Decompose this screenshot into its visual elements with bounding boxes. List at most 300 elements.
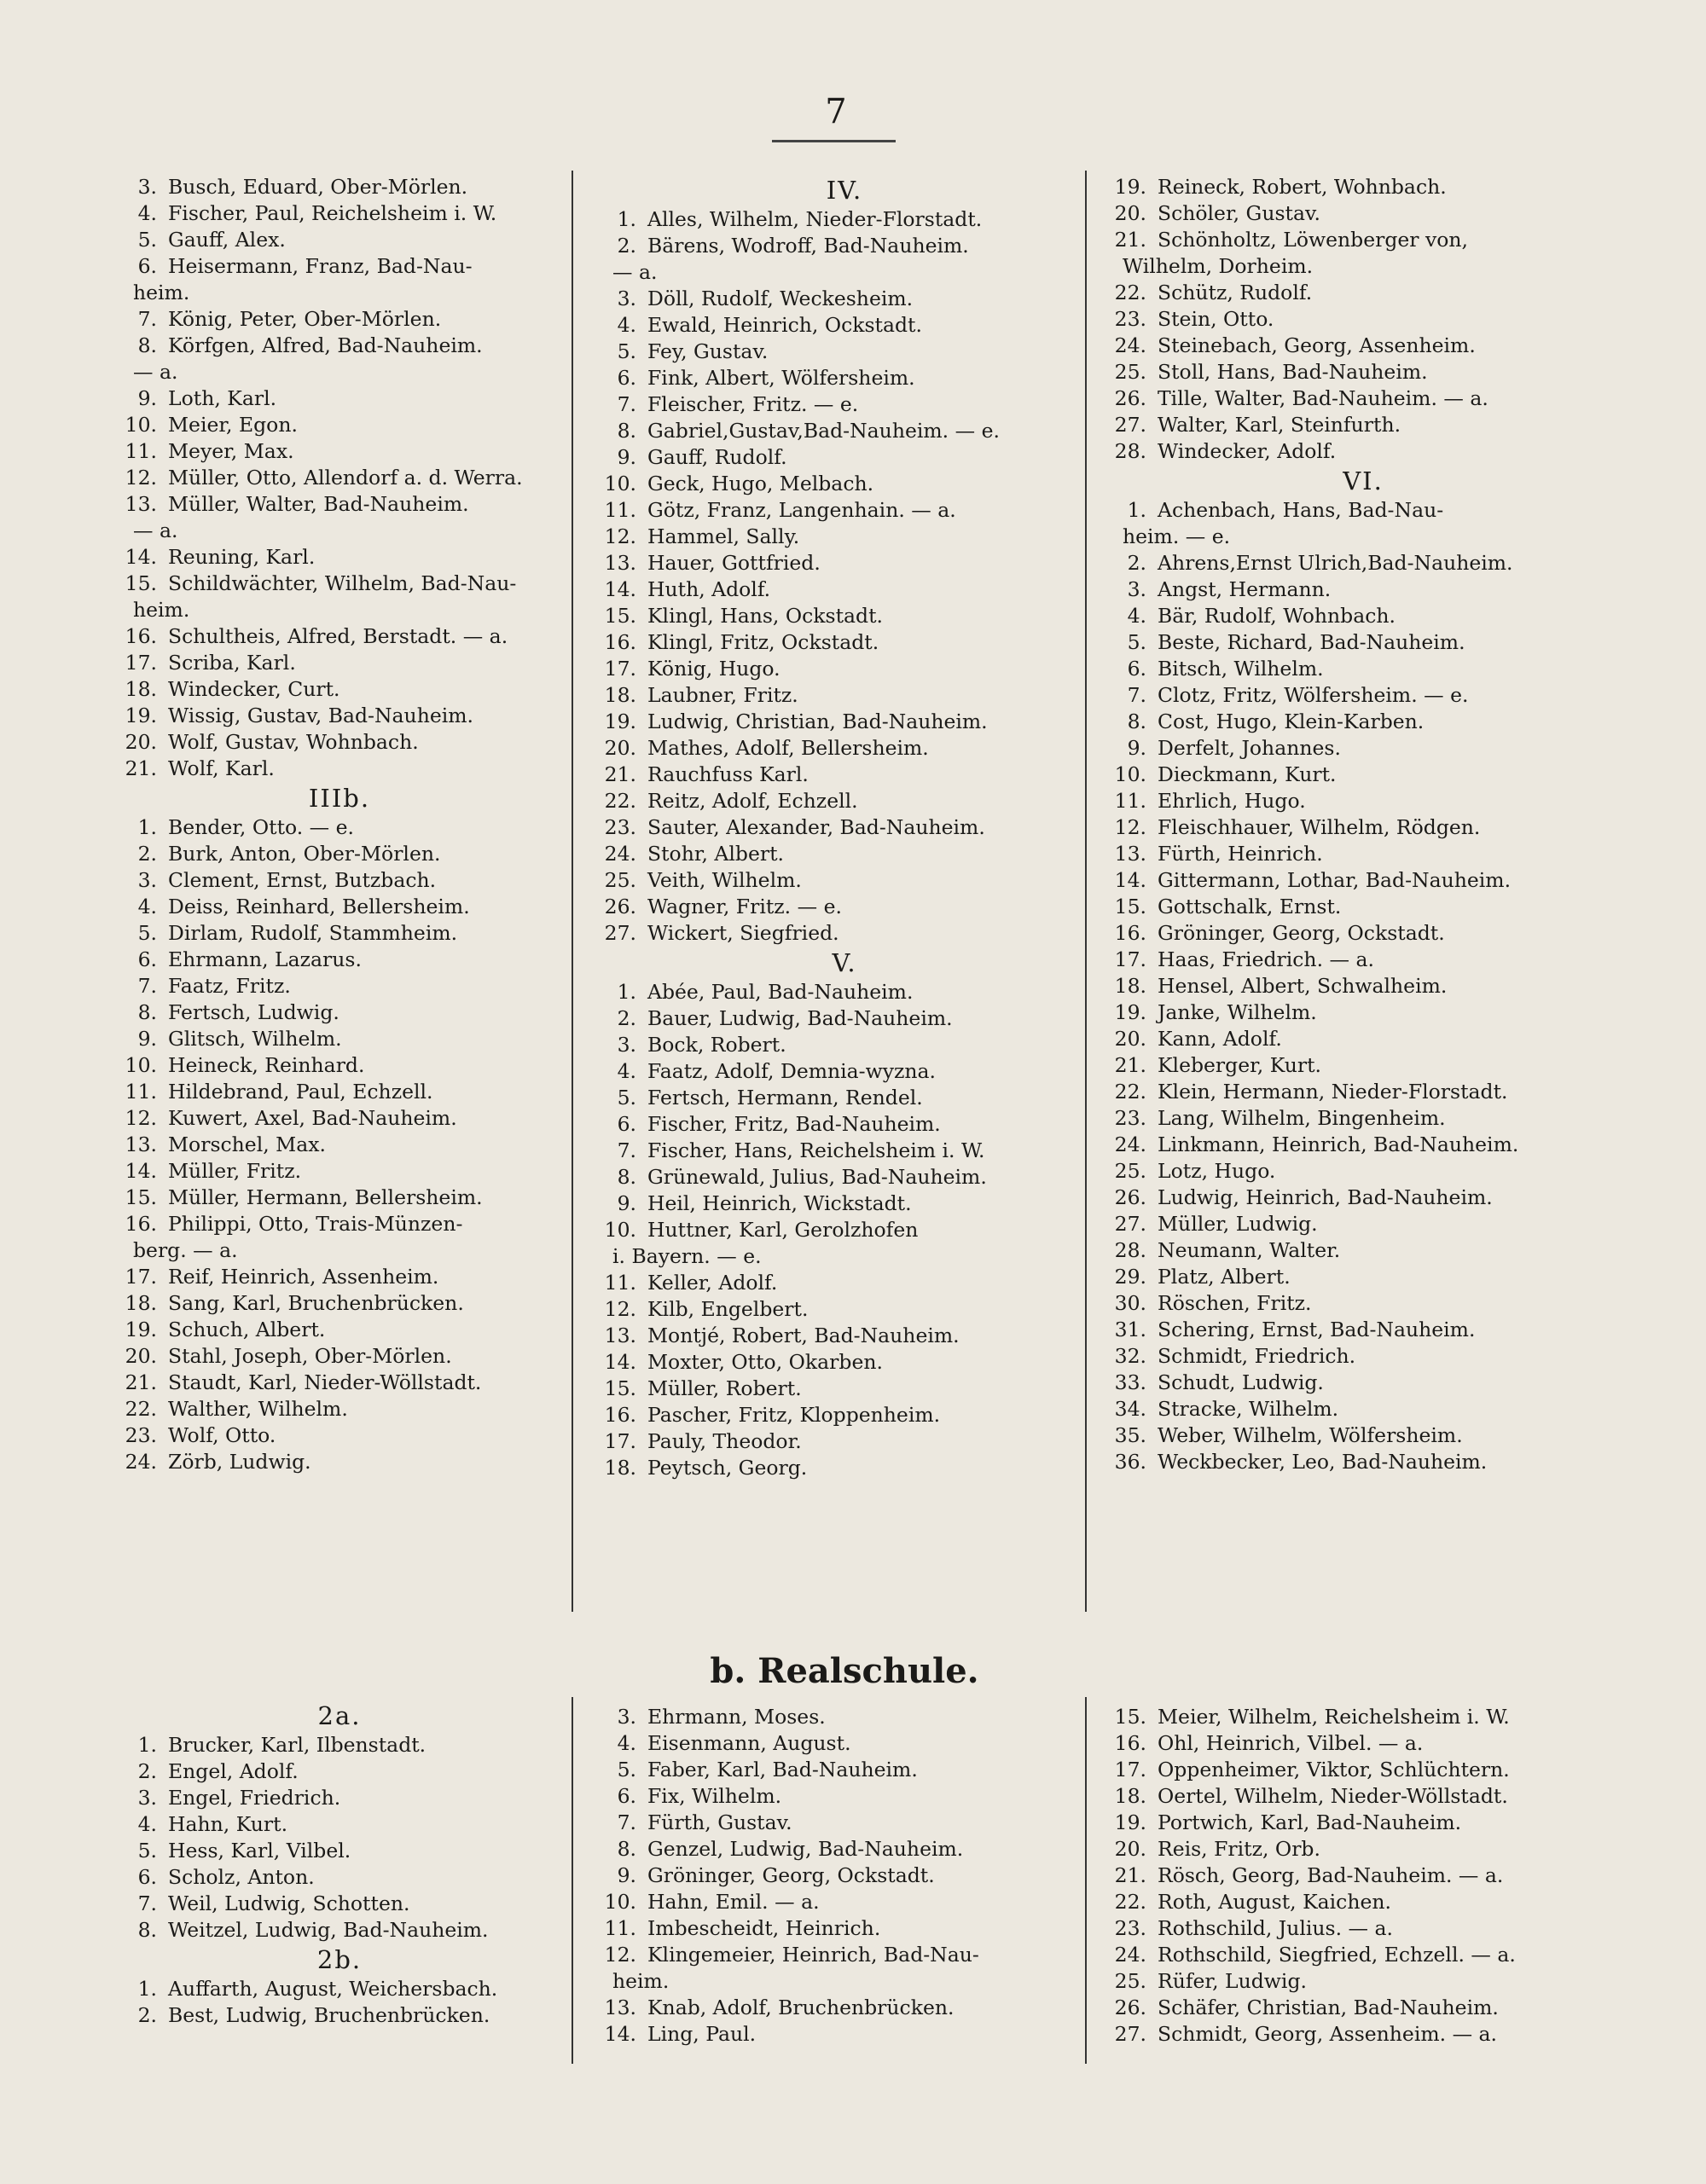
list-item [118,1370,561,1396]
list-item-name: Genzel, Ludwig, Bad-Nauheim. [647,1837,964,1861]
list-item-name: Cost, Hugo, Klein-Karben. [1158,710,1425,733]
list-item-number: 27. [1114,2022,1146,2046]
list-item [597,709,1092,735]
list-item-number: 19. [604,710,636,733]
list-item [597,1810,1092,1836]
list-item [1107,1290,1619,1317]
list-item-number: 15. [1114,1705,1146,1729]
list-item-name: Ehrmann, Lazarus. [168,947,362,971]
list-item-number: 6. [137,947,157,971]
list-item [1107,1915,1619,1942]
list-item-name: Wolf, Gustav, Wohnbach. [168,730,419,754]
list-item-number: 7. [137,1891,157,1915]
list-item-number: 3. [617,287,636,310]
list-item [597,391,1092,418]
list-item-number: 4. [137,895,157,918]
list-item-number: 9. [1127,736,1146,760]
list-item-number: 22. [1114,281,1146,304]
list-item [597,339,1092,365]
list-item [1107,1968,1619,1995]
list-item-name: Müller, Hermann, Bellersheim. [168,1185,483,1209]
list-item-name: Wickert, Siegfried. [647,921,839,945]
list-item-number: 4. [137,1812,157,1836]
list-item-number: 8. [617,1837,636,1861]
list-item-number: 30. [1114,1291,1146,1315]
list-item-number: 5. [137,228,157,252]
list-item-number: 21. [1114,1053,1146,1077]
list-item-name: Pascher, Fritz, Kloppenheim. [647,1403,941,1427]
list-item-name: Reineck, Robert, Wohnbach. [1158,175,1447,199]
list-item-name: Reitz, Adolf, Echzell. [647,789,858,813]
list-item-name: Klein, Hermann, Nieder-Florstadt. [1158,1080,1508,1104]
list-item-name: Fürth, Heinrich. [1158,842,1323,866]
list-item-continuation: heim. [133,281,190,304]
upper-column-left [118,174,561,1475]
list-item-name: Ahrens,Ernst Ulrich,Bad-Nauheim. [1158,551,1513,575]
list-item-number: 12. [125,1106,157,1130]
list-item [118,920,561,947]
list-item [597,312,1092,339]
list-item-name: Deiss, Reinhard, Bellersheim. [168,895,470,918]
list-item [118,1785,561,1811]
list-item-continuation: i. Bayern. — e. [612,1244,762,1268]
list-item-number: 16. [604,1403,636,1427]
list-item-number: 18. [604,683,636,707]
list-item-name: Fischer, Paul, Reichelsheim i. W. [168,201,497,225]
list-item-name: Heineck, Reinhard. [168,1053,365,1077]
list-item [118,1158,561,1185]
list-item [597,629,1092,656]
list-item-name: Bock, Robert. [647,1033,786,1057]
list-item [118,385,561,412]
list-item-number: 12. [125,466,157,490]
list-item-name: Burk, Anton, Ober-Mörlen. [168,842,441,866]
list-item [1107,333,1619,359]
list-item-number: 8. [137,333,157,357]
list-item-name: Wolf, Otto. [168,1423,276,1447]
list-item-number: 2. [137,1759,157,1783]
list-item-number: 7. [617,1810,636,1834]
list-item [118,1732,561,1758]
list-item-number: 23. [1114,1916,1146,1940]
list-item-name: Gröninger, Georg, Ockstadt. [1158,921,1445,945]
list-item-number: 12. [1114,815,1146,839]
list-item [118,227,561,253]
list-item-name: Linkmann, Heinrich, Bad-Nauheim. [1158,1133,1519,1156]
list-item-number: 26. [1114,386,1146,410]
list-item-number: 22. [125,1397,157,1421]
list-item-number: 1. [137,815,157,839]
list-item-number: 17. [604,657,636,681]
list-item [597,1730,1092,1757]
list-item-number: 19. [1114,1000,1146,1024]
list-item-name: Reuning, Karl. [168,545,316,569]
list-item-name: Steinebach, Georg, Assenheim. [1158,333,1476,357]
list-item-name: Wagner, Fritz. — e. [647,895,842,918]
list-item [1107,280,1619,306]
list-item-name: Schmidt, Georg, Assenheim. — a. [1158,2022,1498,2046]
list-item [118,333,561,359]
list-item [597,1111,1092,1138]
list-item-number: 26. [1114,1996,1146,2019]
list-item-number: 15. [604,604,636,628]
list-item-number: 24. [1114,1133,1146,1156]
list-item-number: 5. [1127,630,1146,654]
list-item-number: 11. [604,498,636,522]
list-item-number: 3. [137,868,157,892]
list-item-number: 13. [1114,842,1146,866]
list-item [1107,174,1619,200]
list-item-number: 22. [1114,1080,1146,1104]
list-item-number: 13. [125,492,157,516]
list-item [118,253,561,280]
list-item-name: Grünewald, Julius, Bad-Nauheim. [647,1165,987,1189]
page-number: 7 [825,92,847,131]
list-item-name: Keller, Adolf. [647,1271,778,1295]
list-item-name: Fertsch, Ludwig. [168,1000,339,1024]
list-item [1107,1810,1619,1836]
list-item-name: Ehrmann, Moses. [647,1705,826,1729]
list-item-name: Schuch, Albert. [168,1318,326,1341]
list-item [597,1138,1092,1164]
list-item [597,894,1092,920]
list-item-number: 20. [125,1344,157,1368]
list-item-number: 6. [617,366,636,390]
list-item-number: 4. [617,1731,636,1755]
list-item-name: Roth, August, Kaichen. [1158,1890,1391,1914]
list-item-number: 25. [1114,360,1146,384]
list-item [597,979,1092,1005]
list-item [1107,841,1619,867]
list-item [1107,1396,1619,1422]
list-item-number: 21. [1114,1863,1146,1887]
list-item-number: 23. [1114,1106,1146,1130]
list-item [118,1422,561,1449]
list-item-number: 2. [617,1006,636,1030]
list-item [597,1402,1092,1428]
list-item-name: Ling, Paul. [647,2022,757,2046]
list-item [1107,1264,1619,1290]
list-item-name: Engel, Friedrich. [168,1786,341,1810]
list-item-name: Klingemeier, Heinrich, Bad-Nau- [647,1943,979,1967]
list-item [1107,1422,1619,1449]
list-item-name: Veith, Wilhelm. [647,868,802,892]
list-item-name: Bitsch, Wilhelm. [1158,657,1324,681]
list-item-name: Pauly, Theodor. [647,1429,802,1453]
list-item [1107,1079,1619,1105]
list-item [597,471,1092,497]
list-item [118,412,561,438]
list-item-name: Gittermann, Lothar, Bad-Nauheim. [1158,868,1512,892]
list-item [1107,438,1619,465]
list-item [597,1428,1092,1455]
list-item-name: Clement, Ernst, Butzbach. [168,868,437,892]
lower-column-left [118,1700,561,2029]
list-item [118,544,561,571]
list-item [1107,1449,1619,1475]
list-item-number: 20. [125,730,157,754]
list-item-number: 12. [604,1943,636,1967]
list-item-name: Walther, Wilhelm. [168,1397,348,1421]
list-item-number: 28. [1114,1238,1146,1262]
list-item [597,841,1092,867]
list-item-name: Platz, Albert. [1158,1265,1291,1289]
list-item-number: 3. [137,1786,157,1810]
list-item [597,444,1092,471]
list-item-number: 3. [617,1705,636,1729]
list-item-continuation: — a. [133,360,178,384]
list-item-name: Schildwächter, Wilhelm, Bad-Nau- [168,571,517,595]
list-item [597,1783,1092,1810]
list-item-name: Klingl, Hans, Ockstadt. [647,604,883,628]
list-item-name: Huttner, Karl, Gerolzhofen [647,1218,919,1242]
list-item-name: Weil, Ludwig, Schotten. [168,1891,410,1915]
list-item-number: 8. [137,1000,157,1024]
list-item [597,524,1092,550]
list-item-number: 15. [604,1376,636,1400]
list-item-number: 6. [137,254,157,278]
column-divider [572,171,573,1612]
list-item-name: Angst, Hermann. [1158,577,1332,601]
list-item-number: 36. [1114,1450,1146,1474]
list-item [597,1995,1092,2021]
class-heading: V. [832,948,857,977]
list-item-number: 10. [1114,762,1146,786]
list-item [597,603,1092,629]
list-item-name: Dirlam, Rudolf, Stammheim. [168,921,458,945]
list-item-number: 1. [1127,498,1146,522]
list-item-number: 17. [125,1265,157,1289]
list-item [1107,629,1619,656]
list-item-number: 14. [1114,868,1146,892]
list-item-name: Eisenmann, August. [647,1731,851,1755]
list-item-name: Kleberger, Kurt. [1158,1053,1322,1077]
list-item-number: 29. [1114,1265,1146,1289]
list-item-name: Staudt, Karl, Nieder-Wöllstadt. [168,1370,482,1394]
list-item-name: Abée, Paul, Bad-Nauheim. [647,980,914,1004]
list-item-number: 16. [604,630,636,654]
list-item-name: Götz, Franz, Langenhain. — a. [647,498,956,522]
list-item-name: Kann, Adolf. [1158,1027,1282,1051]
list-item [1107,735,1619,762]
list-item-continuation: heim. — e. [1123,524,1231,548]
list-item-name: Müller, Fritz. [168,1159,302,1183]
list-item-number: 11. [604,1271,636,1295]
list-item-number: 21. [125,1370,157,1394]
list-item [597,1757,1092,1783]
list-item-name: Schöler, Gustav. [1158,201,1320,225]
list-item-number: 21. [125,756,157,780]
list-item [597,233,1092,259]
list-item-number: 18. [1114,974,1146,998]
list-item-number: 11. [125,439,157,463]
list-item-name: Windecker, Curt. [168,677,340,701]
list-item [118,1079,561,1105]
list-item [597,286,1092,312]
list-item-number: 22. [604,789,636,813]
list-item-number: 18. [125,677,157,701]
list-item-name: Schering, Ernst, Bad-Nauheim. [1158,1318,1476,1341]
list-item-number: 9. [137,1027,157,1051]
list-item-number: 25. [1114,1969,1146,1993]
list-item [118,867,561,894]
list-item-number: 6. [617,1112,636,1136]
list-item-name: Sauter, Alexander, Bad-Nauheim. [647,815,985,839]
list-item [118,894,561,920]
list-item [1107,1370,1619,1396]
list-item [118,1917,561,1944]
list-item-number: 10. [125,1053,157,1077]
list-item-number: 5. [617,1758,636,1781]
list-item [118,676,561,703]
list-item [118,465,561,491]
list-item-name: Stohr, Albert. [647,842,785,866]
list-item [118,1290,561,1317]
list-item [1107,788,1619,814]
class-heading: 2a. [317,1701,362,1730]
list-item [597,1190,1092,1217]
list-item-number: 27. [1114,413,1146,437]
list-item [597,365,1092,391]
list-item-name: Ludwig, Christian, Bad-Nauheim. [647,710,988,733]
list-item-name: Weitzel, Ludwig, Bad-Nauheim. [168,1918,489,1942]
list-item [118,999,561,1026]
list-item-number: 24. [125,1450,157,1474]
list-item-number: 12. [604,524,636,548]
list-item [118,814,561,841]
list-item-number: 2. [1127,551,1146,575]
list-item-name: Rothschild, Julius. — a. [1158,1916,1393,1940]
list-item-name: Meyer, Max. [168,439,294,463]
list-item [118,1264,561,1290]
list-item-name: Fink, Albert, Wölfersheim. [647,366,915,390]
list-item [597,1942,1092,1968]
list-item-number: 15. [1114,895,1146,918]
list-item-name: Best, Ludwig, Bruchenbrücken. [168,2003,490,2027]
list-item-name: Bender, Otto. — e. [168,815,355,839]
list-item-name: Fleischhauer, Wilhelm, Rödgen. [1158,815,1481,839]
list-item-number: 14. [125,1159,157,1183]
list-item [597,867,1092,894]
list-item-name: Faatz, Adolf, Demnia-wyzna. [647,1059,936,1083]
list-item-name: Stoll, Hans, Bad-Nauheim. [1158,360,1428,384]
list-item-name: Walter, Karl, Steinfurth. [1158,413,1401,437]
list-item-number: 7. [137,307,157,331]
list-item-name: Wissig, Gustav, Bad-Nauheim. [168,704,474,727]
list-item-continuation: — a. [133,518,178,542]
list-item-number: 8. [1127,710,1146,733]
list-item [1107,894,1619,920]
list-item [1107,412,1619,438]
list-item [597,1323,1092,1349]
list-item-number: 24. [604,842,636,866]
list-item-number: 7. [1127,683,1146,707]
list-item [118,1976,561,2002]
list-item-number: 20. [604,736,636,760]
list-item-name: Fix, Wilhelm. [647,1784,782,1808]
list-item-name: Meier, Wilhelm, Reichelsheim i. W. [1158,1705,1510,1729]
list-item-number: 16. [125,624,157,648]
list-item [1107,200,1619,227]
list-item [118,756,561,782]
column-divider [572,1697,573,2064]
list-item [597,1032,1092,1058]
list-item-name: Wolf, Karl. [168,756,275,780]
list-item [597,1915,1092,1942]
list-item-name: Schmidt, Friedrich. [1158,1344,1356,1368]
list-item-number: 10. [125,413,157,437]
list-item-name: Ohl, Heinrich, Vilbel. — a. [1158,1731,1424,1755]
list-item-number: 19. [125,1318,157,1341]
class-heading: IV. [826,176,863,205]
list-item-name: Hahn, Kurt. [168,1812,288,1836]
list-item-name: Achenbach, Hans, Bad-Nau- [1158,498,1444,522]
list-item-name: Faber, Karl, Bad-Nauheim. [647,1758,918,1781]
list-item [118,2002,561,2029]
list-item [1107,385,1619,412]
list-item-number: 25. [604,868,636,892]
list-item [597,788,1092,814]
list-item-number: 7. [137,974,157,998]
list-item-continuation: heim. [133,598,190,622]
list-item [1107,576,1619,603]
list-item [1107,497,1619,524]
list-item-name: Fey, Gustav. [647,339,769,363]
list-item-number: 1. [617,207,636,231]
list-item [597,1005,1092,1032]
list-item-name: Knab, Adolf, Bruchenbrücken. [647,1996,955,2019]
list-item [1107,550,1619,576]
list-item-name: Morschel, Max. [168,1133,326,1156]
list-item [1107,1185,1619,1211]
list-item-name: Dieckmann, Kurt. [1158,762,1337,786]
list-item [1107,1730,1619,1757]
list-item-number: 8. [617,1165,636,1189]
list-item [118,1211,561,1237]
list-item [597,682,1092,709]
list-item-name: Hammel, Sally. [647,524,800,548]
list-item-name: Laubner, Fritz. [647,683,798,707]
list-item [597,814,1092,841]
list-item [118,1052,561,1079]
list-item-number: 27. [604,921,636,945]
list-item-number: 11. [125,1080,157,1104]
list-item [1107,973,1619,999]
list-item-number: 17. [125,651,157,675]
list-item-number: 20. [1114,201,1146,225]
list-item [597,1349,1092,1376]
list-item-name: Müller, Robert. [647,1376,802,1400]
list-item [118,1396,561,1422]
list-item [1107,947,1619,973]
list-item-name: Schütz, Rudolf. [1158,281,1313,304]
list-item-name: Derfelt, Johannes. [1158,736,1341,760]
list-item-number: 4. [137,201,157,225]
list-item [597,418,1092,444]
list-item-name: Fürth, Gustav. [647,1810,792,1834]
list-item-number: 10. [604,472,636,495]
list-item [1107,1237,1619,1264]
list-item-name: Beste, Richard, Bad-Nauheim. [1158,630,1465,654]
list-item [597,1164,1092,1190]
list-item-continuation: heim. [612,1969,670,1993]
list-item [118,1185,561,1211]
list-item [1107,762,1619,788]
list-item-number: 3. [1127,577,1146,601]
list-item [597,1270,1092,1296]
list-item [597,735,1092,762]
list-item [118,1811,561,1838]
